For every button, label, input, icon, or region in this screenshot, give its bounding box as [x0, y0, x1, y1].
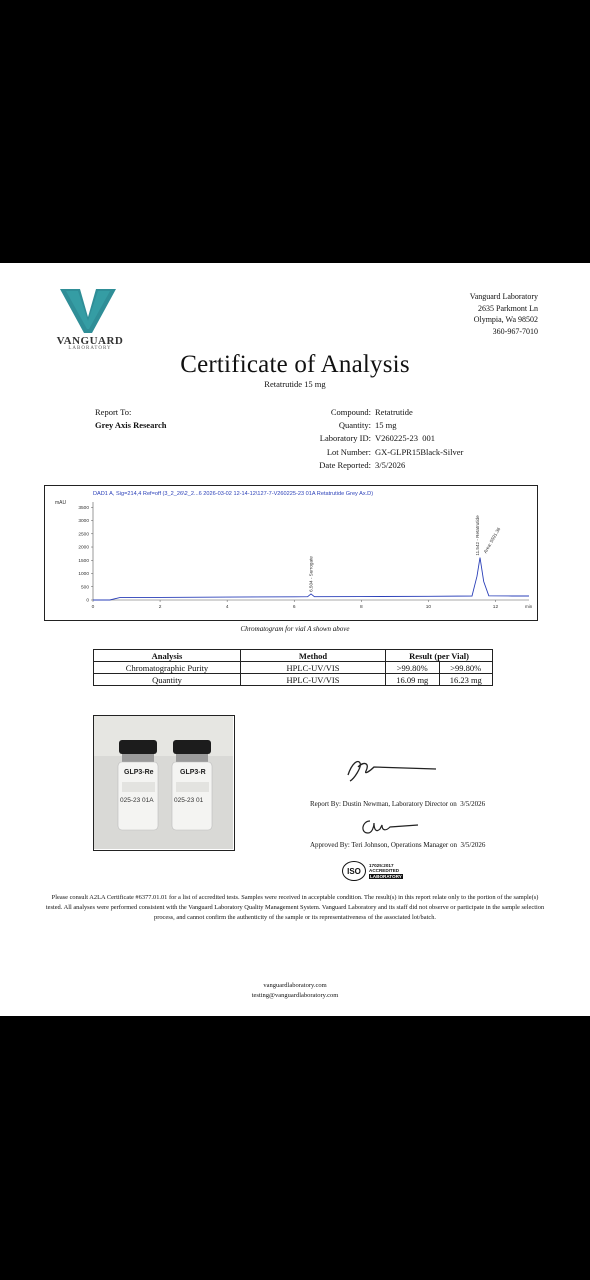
lab-address-line1: 2635 Parkmont Ln [478, 303, 538, 313]
lab-address-line2: Olympia, Wa 98502 [473, 315, 538, 324]
x-axis-unit: min [525, 604, 533, 609]
cell-result-b: >99.80% [439, 662, 493, 674]
x-tick-label: 6 [292, 605, 296, 610]
chromatogram-caption: Chromatogram for vial A shown above [240, 625, 350, 633]
chromatogram-chart [45, 486, 536, 619]
y-tick-label: 0 [86, 598, 89, 604]
lab-name: Vanguard Laboratory [469, 292, 538, 301]
iso-line3: LABORATORY [370, 873, 402, 879]
info-key: Date Reported: [319, 459, 371, 470]
col-method: Method [241, 650, 386, 662]
info-row [300, 432, 463, 445]
vial2-lot: 025-23 01 [174, 797, 204, 804]
approved-by [310, 841, 485, 849]
x-tick-label: 0 [91, 605, 95, 610]
chromatogram-frame [44, 485, 538, 621]
sample-info [300, 406, 463, 472]
report-by [310, 800, 485, 808]
x-tick-label: 8 [359, 605, 363, 610]
vial1-lot: 025-23 01A [120, 797, 154, 804]
iso-badge [342, 861, 403, 881]
certificate-document [0, 263, 590, 1016]
peak-label-retatrutide: 11.542 - Retatrutide [475, 515, 481, 556]
info-key: Laboratory ID: [319, 433, 371, 444]
cell-method: HPLC-UV/VIS [241, 674, 386, 686]
report-to-label: Report To: [95, 407, 132, 417]
director-signature-icon [340, 753, 440, 785]
vial2-label: GLP3-R [180, 769, 206, 776]
y-tick-label: 3000 [78, 519, 89, 525]
manager-signature-icon [356, 815, 426, 839]
report-to [95, 406, 166, 432]
results-table [93, 649, 493, 686]
iso-line2: ACCREDITED [369, 868, 400, 874]
info-key: Quantity: [338, 420, 371, 431]
info-key: Compound: [330, 407, 371, 417]
logo-subtext: LABORATORY [68, 346, 112, 351]
document-subtitle: Retatrutide 15 mg [264, 379, 326, 389]
x-tick-label: 12 [492, 605, 499, 610]
info-row [300, 446, 463, 459]
info-row [300, 406, 463, 419]
y-tick-label: 1500 [78, 558, 89, 564]
vials-image [94, 716, 233, 849]
report-by-date: 3/5/2026 [460, 800, 486, 808]
info-row [300, 419, 463, 432]
contact-info [0, 981, 590, 1001]
x-tick-label: 10 [425, 605, 432, 610]
approved-by-text: Approved By: Teri Johnson, Operations Manager on [310, 841, 457, 849]
info-value: 15 mg [375, 420, 397, 431]
logo-brand: VANGUARD [56, 335, 124, 347]
table-row [94, 662, 493, 674]
report-by-text: Report By: Dustin Newman, Laboratory Director on [310, 800, 457, 808]
y-tick-label: 500 [80, 585, 89, 591]
info-key: Lot Number: [326, 446, 371, 457]
info-value: V260225-23 001 [375, 433, 435, 444]
iso-mark: ISO [342, 861, 366, 881]
col-analysis: Analysis [94, 650, 241, 662]
document-title: Certificate of Analysis [180, 351, 410, 378]
y-tick-label: 2000 [78, 545, 89, 551]
cell-result-a: >99.80% [386, 662, 440, 674]
vanguard-logo-icon [58, 287, 118, 335]
info-value: 3/5/2026 [375, 459, 406, 470]
table-row [94, 674, 493, 686]
info-value: GX-GLPR15Black-Silver [375, 446, 464, 457]
accreditation-note: Please consult A2LA Certificate #6377.01.01 for a list of accredited tests. Samples were received in acceptable condition. The result(s) in this report relate only to the portion of the sample(s) tested. All analyses were performed consistent with the Vanguard Laboratory Quality Management System. Vanguard Laboratory and its staff did not observe or participate in the sample selection process, and cannot confirm the authenticity of the sample or its representativeness of the associated lot/batch. [45, 894, 545, 921]
lab-address [470, 291, 538, 337]
info-value: Retatrutide [375, 407, 413, 417]
approved-by-date: 3/5/2026 [460, 841, 486, 849]
website-link[interactable]: vanguardlaboratory.com [263, 982, 327, 989]
y-tick-label: 3500 [78, 505, 89, 511]
peak-label-surrogate: 6.504 - Surrogate [308, 556, 314, 592]
chromatogram-header: DAD1 A, Sig=214,4 Ref=off (3_2_26\2_2...6 2026-03-02 12-14-12\127-7-V260225-23 01A Retatrutide Grey Ax.D) [93, 491, 374, 497]
cell-result-b: 16.23 mg [439, 674, 493, 686]
vial-photo [93, 715, 235, 851]
lab-phone: 360-967-7010 [492, 326, 538, 336]
info-row [300, 459, 463, 472]
y-tick-label: 1000 [78, 572, 89, 578]
x-tick-label: 2 [158, 605, 162, 610]
email-link[interactable]: testing@vanguardlaboratory.com [251, 992, 339, 999]
peak-area-label: Area: 5591.36 [482, 526, 502, 555]
cell-analysis: Chromatographic Purity [94, 662, 241, 674]
report-to-name: Grey Axis Research [95, 420, 167, 430]
y-axis-label: mAU [55, 500, 67, 506]
cell-result-a: 16.09 mg [386, 674, 440, 686]
iso-standard: 17025:2017 [369, 862, 394, 868]
cell-method: HPLC-UV/VIS [241, 662, 386, 674]
col-result: Result (per Vial) [386, 650, 493, 662]
y-tick-label: 2500 [78, 532, 89, 538]
table-header-row [94, 650, 493, 662]
vial1-label: GLP3-Re [124, 769, 154, 776]
x-tick-label: 4 [225, 605, 229, 610]
cell-analysis: Quantity [94, 674, 241, 686]
